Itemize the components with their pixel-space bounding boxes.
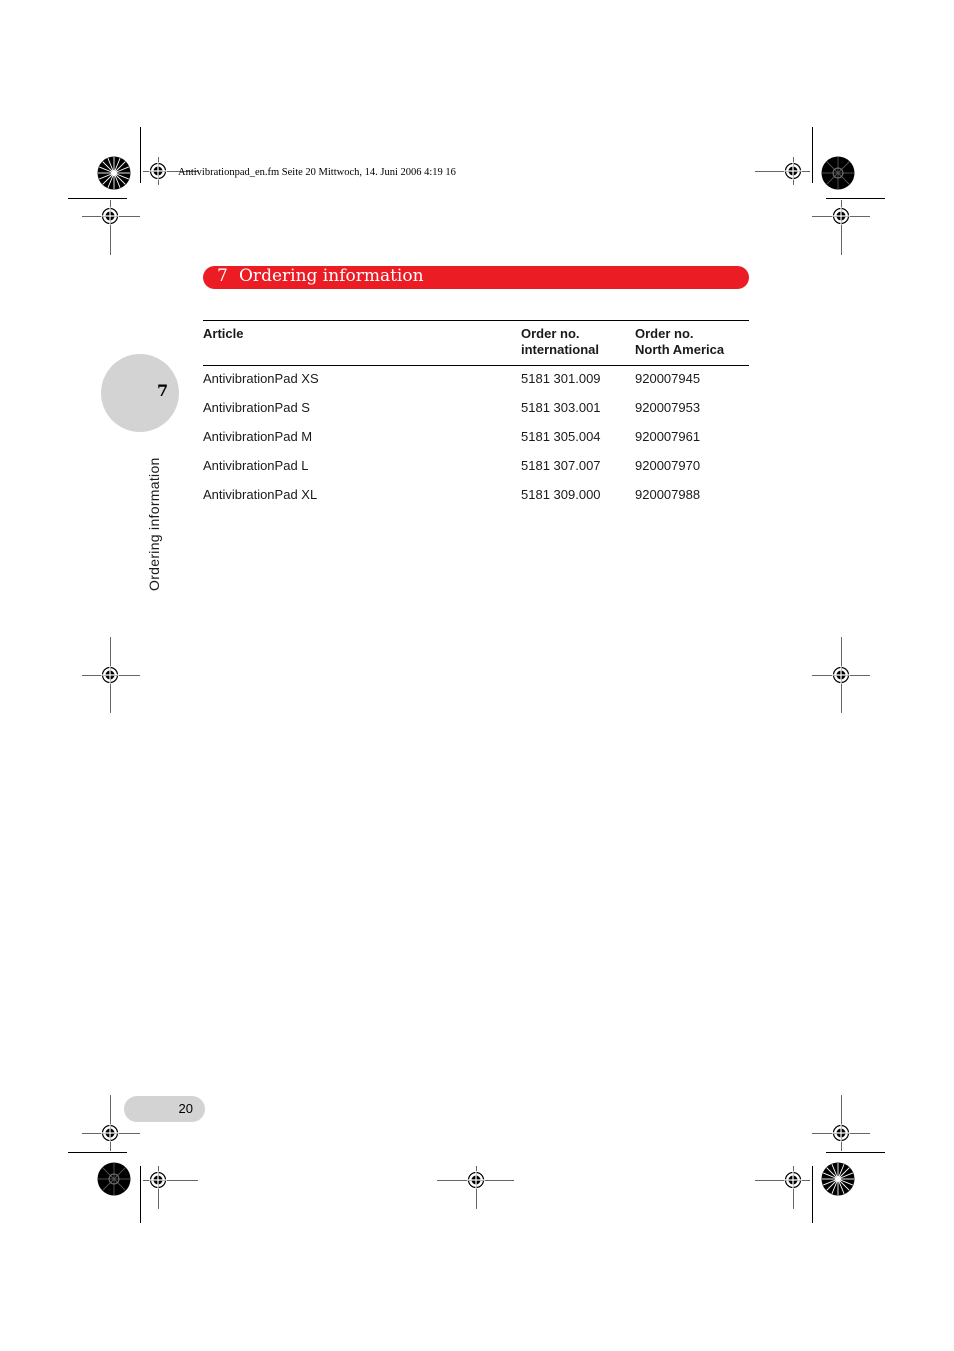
- order-international-cell: 5181 307.007: [521, 458, 601, 473]
- order-international-cell: 5181 301.009: [521, 371, 601, 386]
- crosshair-registration-icon: [149, 162, 167, 180]
- crosshair-registration-icon: [784, 1171, 802, 1189]
- crosshair-registration-icon: [832, 1124, 850, 1142]
- article-cell: AntivibrationPad M: [203, 429, 313, 444]
- crosshair-registration-icon: [101, 666, 119, 684]
- table-header-rule: [203, 365, 749, 366]
- crosshair-registration-icon: [467, 1171, 485, 1189]
- order-international-cell: 5181 309.000: [521, 487, 601, 502]
- chapter-tab: [101, 354, 179, 432]
- crosshair-registration-icon: [101, 207, 119, 225]
- table-top-rule: [203, 320, 749, 321]
- column-header-article: Article: [203, 326, 244, 341]
- starburst-calibration-icon: [97, 156, 131, 190]
- file-info-line: Antivibrationpad_en.fm Seite 20 Mittwoch, 14. Juni 2006 4:19 16: [178, 167, 456, 178]
- order-international-cell: 5181 303.001: [521, 400, 601, 415]
- order-north-america-cell: 920007961: [635, 429, 701, 444]
- starburst-calibration-icon: [97, 1162, 131, 1196]
- order-north-america-cell: 920007988: [635, 487, 701, 502]
- order-north-america-cell: 920007945: [635, 371, 701, 386]
- article-cell: AntivibrationPad XL: [203, 487, 318, 502]
- chapter-side-label: Ordering information: [146, 457, 162, 591]
- article-cell: AntivibrationPad XS: [203, 371, 319, 386]
- chapter-number: 7: [157, 381, 169, 400]
- order-north-america-cell: 920007970: [635, 458, 701, 473]
- order-north-america-cell: 920007953: [635, 400, 701, 415]
- starburst-calibration-icon: [821, 1162, 855, 1196]
- crosshair-registration-icon: [832, 666, 850, 684]
- crosshair-registration-icon: [149, 1171, 167, 1189]
- page-number: 20: [178, 1101, 193, 1116]
- crosshair-registration-icon: [784, 162, 802, 180]
- page-number-badge: [124, 1096, 205, 1122]
- section-title: Ordering information: [239, 266, 424, 286]
- starburst-calibration-icon: [821, 156, 855, 190]
- article-cell: AntivibrationPad S: [203, 400, 310, 415]
- column-header-order-north-america: Order no. North America: [635, 326, 725, 357]
- crosshair-registration-icon: [101, 1124, 119, 1142]
- column-header-order-international: Order no. international: [521, 326, 600, 357]
- section-number: 7: [217, 266, 228, 286]
- section-title-bar: [203, 266, 749, 289]
- order-international-cell: 5181 305.004: [521, 429, 601, 444]
- crosshair-registration-icon: [832, 207, 850, 225]
- article-cell: AntivibrationPad L: [203, 458, 309, 473]
